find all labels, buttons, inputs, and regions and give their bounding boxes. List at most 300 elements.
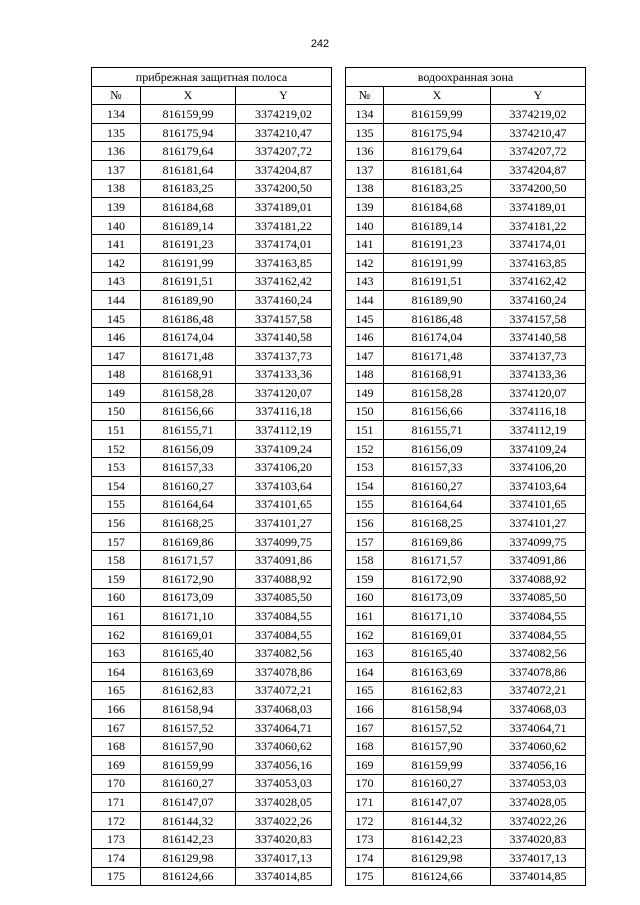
left-y-cell: 3374084,55 <box>236 607 332 626</box>
table-row <box>92 774 586 793</box>
left-y-cell: 3374101,27 <box>236 514 332 533</box>
left-number-cell: 170 <box>92 774 141 793</box>
left-number-cell: 147 <box>92 346 141 365</box>
column-gap <box>332 216 346 235</box>
column-gap <box>332 848 346 867</box>
right-x-cell: 816160,27 <box>384 774 491 793</box>
column-gap <box>332 867 346 886</box>
right-y-cell: 3374101,65 <box>491 495 586 514</box>
right-x-cell: 816171,57 <box>384 551 491 570</box>
table-row <box>92 198 586 217</box>
right-x-cell: 816175,94 <box>384 123 491 142</box>
left-number-cell: 163 <box>92 644 141 663</box>
right-x-cell: 816147,07 <box>384 793 491 812</box>
zone-title-row <box>92 68 586 87</box>
right-number-cell: 136 <box>346 142 384 161</box>
column-gap <box>332 514 346 533</box>
left-y-cell: 3374082,56 <box>236 644 332 663</box>
right-y-cell: 3374157,58 <box>491 309 586 328</box>
left-y-cell: 3374219,02 <box>236 105 332 124</box>
right-number-cell: 143 <box>346 272 384 291</box>
left-x-cell: 816183,25 <box>141 179 236 198</box>
right-number-cell: 154 <box>346 477 384 496</box>
table-row <box>92 477 586 496</box>
left-number-cell: 159 <box>92 570 141 589</box>
right-x-cell: 816191,23 <box>384 235 491 254</box>
right-x-cell: 816157,33 <box>384 458 491 477</box>
left-number-cell: 156 <box>92 514 141 533</box>
left-x-cell: 816158,94 <box>141 700 236 719</box>
right-x-cell: 816157,52 <box>384 718 491 737</box>
right-y-cell: 3374082,56 <box>491 644 586 663</box>
column-gap <box>332 68 346 87</box>
right-y-cell: 3374084,55 <box>491 607 586 626</box>
table-row <box>92 514 586 533</box>
left-y-cell: 3374103,64 <box>236 477 332 496</box>
right-x-cell: 816172,90 <box>384 570 491 589</box>
left-y-cell: 3374120,07 <box>236 384 332 403</box>
right-y-cell: 3374028,05 <box>491 793 586 812</box>
right-x-cell: 816173,09 <box>384 588 491 607</box>
right-y-cell: 3374068,03 <box>491 700 586 719</box>
left-number-cell: 137 <box>92 160 141 179</box>
right-number-cell: 170 <box>346 774 384 793</box>
column-gap <box>332 793 346 812</box>
right-number-cell: 175 <box>346 867 384 886</box>
right-number-cell: 134 <box>346 105 384 124</box>
table-row <box>92 607 586 626</box>
left-x-cell: 816157,33 <box>141 458 236 477</box>
left-number-cell: 157 <box>92 532 141 551</box>
left-y-cell: 3374109,24 <box>236 439 332 458</box>
left-y-cell: 3374181,22 <box>236 216 332 235</box>
right-y-cell: 3374085,50 <box>491 588 586 607</box>
column-gap <box>332 551 346 570</box>
right-y-cell: 3374084,55 <box>491 625 586 644</box>
left-number-cell: 175 <box>92 867 141 886</box>
left-number-cell: 173 <box>92 830 141 849</box>
left-number-cell: 165 <box>92 681 141 700</box>
right-x-cell: 816183,25 <box>384 179 491 198</box>
table-row <box>92 811 586 830</box>
left-x-cell: 816156,09 <box>141 439 236 458</box>
left-y-cell: 3374099,75 <box>236 532 332 551</box>
left-y-cell: 3374091,86 <box>236 551 332 570</box>
right-y-cell: 3374072,21 <box>491 681 586 700</box>
right-y-cell: 3374099,75 <box>491 532 586 551</box>
right-x-cell: 816168,25 <box>384 514 491 533</box>
left-y-cell: 3374017,13 <box>236 848 332 867</box>
right-number-cell: 174 <box>346 848 384 867</box>
left-y-cell: 3374028,05 <box>236 793 332 812</box>
right-number-cell: 158 <box>346 551 384 570</box>
table-row <box>92 160 586 179</box>
column-gap <box>332 291 346 310</box>
left-x-cell: 816157,52 <box>141 718 236 737</box>
right-number-cell: 156 <box>346 514 384 533</box>
left-x-cell: 816162,83 <box>141 681 236 700</box>
right-y-cell: 3374020,83 <box>491 830 586 849</box>
left-y-cell: 3374200,50 <box>236 179 332 198</box>
left-x-cell: 816160,27 <box>141 477 236 496</box>
left-number-cell: 139 <box>92 198 141 217</box>
left-y-cell: 3374162,42 <box>236 272 332 291</box>
left-y-cell: 3374022,26 <box>236 811 332 830</box>
right-x-cell: 816189,90 <box>384 291 491 310</box>
column-gap <box>332 532 346 551</box>
left-number-cell: 161 <box>92 607 141 626</box>
table-row <box>92 384 586 403</box>
table-row <box>92 867 586 886</box>
left-x-cell: 816163,69 <box>141 663 236 682</box>
right-x-cell: 816129,98 <box>384 848 491 867</box>
column-gap <box>332 235 346 254</box>
right-y-cell: 3374053,03 <box>491 774 586 793</box>
right-x-cell: 816159,99 <box>384 105 491 124</box>
right-number-cell: 149 <box>346 384 384 403</box>
left-x-cell: 816157,90 <box>141 737 236 756</box>
column-gap <box>332 179 346 198</box>
column-gap <box>332 811 346 830</box>
right-y-cell: 3374207,72 <box>491 142 586 161</box>
right-y-cell: 3374112,19 <box>491 421 586 440</box>
right-y-cell: 3374109,24 <box>491 439 586 458</box>
left-y-cell: 3374053,03 <box>236 774 332 793</box>
right-number-cell: 169 <box>346 755 384 774</box>
table-row <box>92 142 586 161</box>
left-x-cell: 816124,66 <box>141 867 236 886</box>
right-number-cell: 148 <box>346 365 384 384</box>
left-x-cell: 816186,48 <box>141 309 236 328</box>
right-number-cell: 141 <box>346 235 384 254</box>
right-number-cell: 160 <box>346 588 384 607</box>
left-number-cell: 138 <box>92 179 141 198</box>
left-number-cell: 146 <box>92 328 141 347</box>
left-number-cell: 152 <box>92 439 141 458</box>
left-number-cell: 164 <box>92 663 141 682</box>
right-y-cell: 3374056,16 <box>491 755 586 774</box>
column-gap <box>332 495 346 514</box>
right-y-cell: 3374181,22 <box>491 216 586 235</box>
left-number-cell: 144 <box>92 291 141 310</box>
right-x-cell: 816156,09 <box>384 439 491 458</box>
right-y-cell: 3374088,92 <box>491 570 586 589</box>
right-y-cell: 3374200,50 <box>491 179 586 198</box>
column-gap <box>332 588 346 607</box>
right-y-cell: 3374103,64 <box>491 477 586 496</box>
left-y-cell: 3374088,92 <box>236 570 332 589</box>
left-number-cell: 172 <box>92 811 141 830</box>
table-row <box>92 570 586 589</box>
right-number-cell: 161 <box>346 607 384 626</box>
right-x-cell: 816181,64 <box>384 160 491 179</box>
right-x-cell: 816171,48 <box>384 346 491 365</box>
column-gap <box>332 458 346 477</box>
left-x-cell: 816189,14 <box>141 216 236 235</box>
left-x-cell: 816159,99 <box>141 755 236 774</box>
left-number-cell: 171 <box>92 793 141 812</box>
left-x-cell: 816164,64 <box>141 495 236 514</box>
table-row <box>92 439 586 458</box>
table-row <box>92 625 586 644</box>
left-y-cell: 3374140,58 <box>236 328 332 347</box>
right-number-cell: 137 <box>346 160 384 179</box>
right-x-cell: 816189,14 <box>384 216 491 235</box>
right-number-cell: 151 <box>346 421 384 440</box>
left-number-cell: 149 <box>92 384 141 403</box>
left-x-cell: 816181,64 <box>141 160 236 179</box>
left-y-cell: 3374064,71 <box>236 718 332 737</box>
right-x-cell: 816164,64 <box>384 495 491 514</box>
right-header-number: № <box>346 86 384 105</box>
left-x-cell: 816191,51 <box>141 272 236 291</box>
left-x-cell: 816144,32 <box>141 811 236 830</box>
column-gap <box>332 644 346 663</box>
right-y-cell: 3374133,36 <box>491 365 586 384</box>
left-y-cell: 3374204,87 <box>236 160 332 179</box>
right-number-cell: 162 <box>346 625 384 644</box>
right-number-cell: 164 <box>346 663 384 682</box>
right-number-cell: 142 <box>346 253 384 272</box>
column-gap <box>332 681 346 700</box>
table-row <box>92 588 586 607</box>
left-x-cell: 816191,23 <box>141 235 236 254</box>
right-x-cell: 816186,48 <box>384 309 491 328</box>
table-row <box>92 644 586 663</box>
right-y-cell: 3374204,87 <box>491 160 586 179</box>
left-number-cell: 169 <box>92 755 141 774</box>
table-row <box>92 402 586 421</box>
column-gap <box>332 198 346 217</box>
right-number-cell: 157 <box>346 532 384 551</box>
right-y-cell: 3374078,86 <box>491 663 586 682</box>
left-number-cell: 174 <box>92 848 141 867</box>
right-y-cell: 3374189,01 <box>491 198 586 217</box>
column-gap <box>332 105 346 124</box>
left-x-cell: 816169,86 <box>141 532 236 551</box>
right-y-cell: 3374064,71 <box>491 718 586 737</box>
column-gap <box>332 700 346 719</box>
right-y-cell: 3374116,18 <box>491 402 586 421</box>
column-gap <box>332 123 346 142</box>
right-y-cell: 3374120,07 <box>491 384 586 403</box>
left-y-cell: 3374112,19 <box>236 421 332 440</box>
right-number-cell: 165 <box>346 681 384 700</box>
right-number-cell: 167 <box>346 718 384 737</box>
column-gap <box>332 346 346 365</box>
right-y-cell: 3374014,85 <box>491 867 586 886</box>
left-x-cell: 816168,25 <box>141 514 236 533</box>
left-y-cell: 3374068,03 <box>236 700 332 719</box>
column-gap <box>332 86 346 105</box>
left-y-cell: 3374101,65 <box>236 495 332 514</box>
table-row <box>92 421 586 440</box>
table-row <box>92 718 586 737</box>
table-row <box>92 755 586 774</box>
column-gap <box>332 774 346 793</box>
table-row <box>92 495 586 514</box>
column-gap <box>332 830 346 849</box>
column-gap <box>332 570 346 589</box>
column-gap <box>332 160 346 179</box>
right-x-cell: 816157,90 <box>384 737 491 756</box>
right-y-cell: 3374219,02 <box>491 105 586 124</box>
right-x-cell: 816155,71 <box>384 421 491 440</box>
right-header-x: X <box>384 86 491 105</box>
table-row <box>92 848 586 867</box>
left-number-cell: 136 <box>92 142 141 161</box>
table-row <box>92 123 586 142</box>
right-y-cell: 3374101,27 <box>491 514 586 533</box>
right-number-cell: 166 <box>346 700 384 719</box>
right-number-cell: 153 <box>346 458 384 477</box>
table-row <box>92 793 586 812</box>
left-header-number: № <box>92 86 141 105</box>
right-x-cell: 816179,64 <box>384 142 491 161</box>
right-x-cell: 816124,66 <box>384 867 491 886</box>
column-gap <box>332 718 346 737</box>
column-gap <box>332 421 346 440</box>
right-x-cell: 816169,01 <box>384 625 491 644</box>
left-y-cell: 3374133,36 <box>236 365 332 384</box>
right-x-cell: 816174,04 <box>384 328 491 347</box>
left-zone-title: прибрежная защитная полоса <box>92 68 332 87</box>
left-x-cell: 816155,71 <box>141 421 236 440</box>
right-x-cell: 816162,83 <box>384 681 491 700</box>
left-number-cell: 134 <box>92 105 141 124</box>
left-x-cell: 816168,91 <box>141 365 236 384</box>
right-y-cell: 3374017,13 <box>491 848 586 867</box>
column-gap <box>332 737 346 756</box>
table-row <box>92 291 586 310</box>
right-x-cell: 816160,27 <box>384 477 491 496</box>
left-y-cell: 3374014,85 <box>236 867 332 886</box>
left-y-cell: 3374160,24 <box>236 291 332 310</box>
column-gap <box>332 625 346 644</box>
table-row <box>92 253 586 272</box>
right-number-cell: 146 <box>346 328 384 347</box>
left-x-cell: 816169,01 <box>141 625 236 644</box>
right-number-cell: 139 <box>346 198 384 217</box>
left-header-y: Y <box>236 86 332 105</box>
column-gap <box>332 755 346 774</box>
left-y-cell: 3374056,16 <box>236 755 332 774</box>
right-y-cell: 3374140,58 <box>491 328 586 347</box>
right-zone-title: водоохранная зона <box>346 68 586 87</box>
left-x-cell: 816171,10 <box>141 607 236 626</box>
right-x-cell: 816156,66 <box>384 402 491 421</box>
right-y-cell: 3374174,01 <box>491 235 586 254</box>
right-x-cell: 816168,91 <box>384 365 491 384</box>
column-gap <box>332 142 346 161</box>
left-y-cell: 3374207,72 <box>236 142 332 161</box>
left-x-cell: 816147,07 <box>141 793 236 812</box>
column-gap <box>332 328 346 347</box>
right-number-cell: 145 <box>346 309 384 328</box>
left-number-cell: 158 <box>92 551 141 570</box>
left-x-cell: 816165,40 <box>141 644 236 663</box>
left-number-cell: 141 <box>92 235 141 254</box>
left-y-cell: 3374174,01 <box>236 235 332 254</box>
left-x-cell: 816184,68 <box>141 198 236 217</box>
right-number-cell: 135 <box>346 123 384 142</box>
right-number-cell: 150 <box>346 402 384 421</box>
right-x-cell: 816165,40 <box>384 644 491 663</box>
right-number-cell: 159 <box>346 570 384 589</box>
right-number-cell: 147 <box>346 346 384 365</box>
left-number-cell: 150 <box>92 402 141 421</box>
right-x-cell: 816142,23 <box>384 830 491 849</box>
table-row <box>92 328 586 347</box>
left-y-cell: 3374084,55 <box>236 625 332 644</box>
left-number-cell: 166 <box>92 700 141 719</box>
page-number: 242 <box>310 38 330 50</box>
column-gap <box>332 384 346 403</box>
table-row <box>92 681 586 700</box>
left-y-cell: 3374060,62 <box>236 737 332 756</box>
column-gap <box>332 477 346 496</box>
right-number-cell: 168 <box>346 737 384 756</box>
right-number-cell: 138 <box>346 179 384 198</box>
left-y-cell: 3374210,47 <box>236 123 332 142</box>
left-y-cell: 3374116,18 <box>236 402 332 421</box>
column-gap <box>332 365 346 384</box>
column-gap <box>332 253 346 272</box>
left-header-x: X <box>141 86 236 105</box>
column-gap <box>332 663 346 682</box>
left-x-cell: 816174,04 <box>141 328 236 347</box>
left-number-cell: 145 <box>92 309 141 328</box>
right-x-cell: 816171,10 <box>384 607 491 626</box>
left-x-cell: 816156,66 <box>141 402 236 421</box>
right-y-cell: 3374210,47 <box>491 123 586 142</box>
left-number-cell: 155 <box>92 495 141 514</box>
left-x-cell: 816191,99 <box>141 253 236 272</box>
left-x-cell: 816175,94 <box>141 123 236 142</box>
right-x-cell: 816144,32 <box>384 811 491 830</box>
left-y-cell: 3374072,21 <box>236 681 332 700</box>
left-y-cell: 3374085,50 <box>236 588 332 607</box>
left-x-cell: 816129,98 <box>141 848 236 867</box>
left-y-cell: 3374189,01 <box>236 198 332 217</box>
table-row <box>92 663 586 682</box>
left-number-cell: 167 <box>92 718 141 737</box>
column-gap <box>332 439 346 458</box>
table-row <box>92 365 586 384</box>
right-x-cell: 816163,69 <box>384 663 491 682</box>
right-number-cell: 155 <box>346 495 384 514</box>
left-number-cell: 162 <box>92 625 141 644</box>
left-number-cell: 153 <box>92 458 141 477</box>
left-number-cell: 135 <box>92 123 141 142</box>
left-x-cell: 816189,90 <box>141 291 236 310</box>
table-row <box>92 830 586 849</box>
coordinates-table-body <box>92 68 586 886</box>
right-number-cell: 140 <box>346 216 384 235</box>
right-y-cell: 3374160,24 <box>491 291 586 310</box>
table-row <box>92 551 586 570</box>
left-x-cell: 816158,28 <box>141 384 236 403</box>
left-x-cell: 816160,27 <box>141 774 236 793</box>
right-y-cell: 3374091,86 <box>491 551 586 570</box>
right-y-cell: 3374162,42 <box>491 272 586 291</box>
table-row <box>92 346 586 365</box>
column-header-row <box>92 86 586 105</box>
right-x-cell: 816158,28 <box>384 384 491 403</box>
right-number-cell: 172 <box>346 811 384 830</box>
left-number-cell: 142 <box>92 253 141 272</box>
right-x-cell: 816191,51 <box>384 272 491 291</box>
